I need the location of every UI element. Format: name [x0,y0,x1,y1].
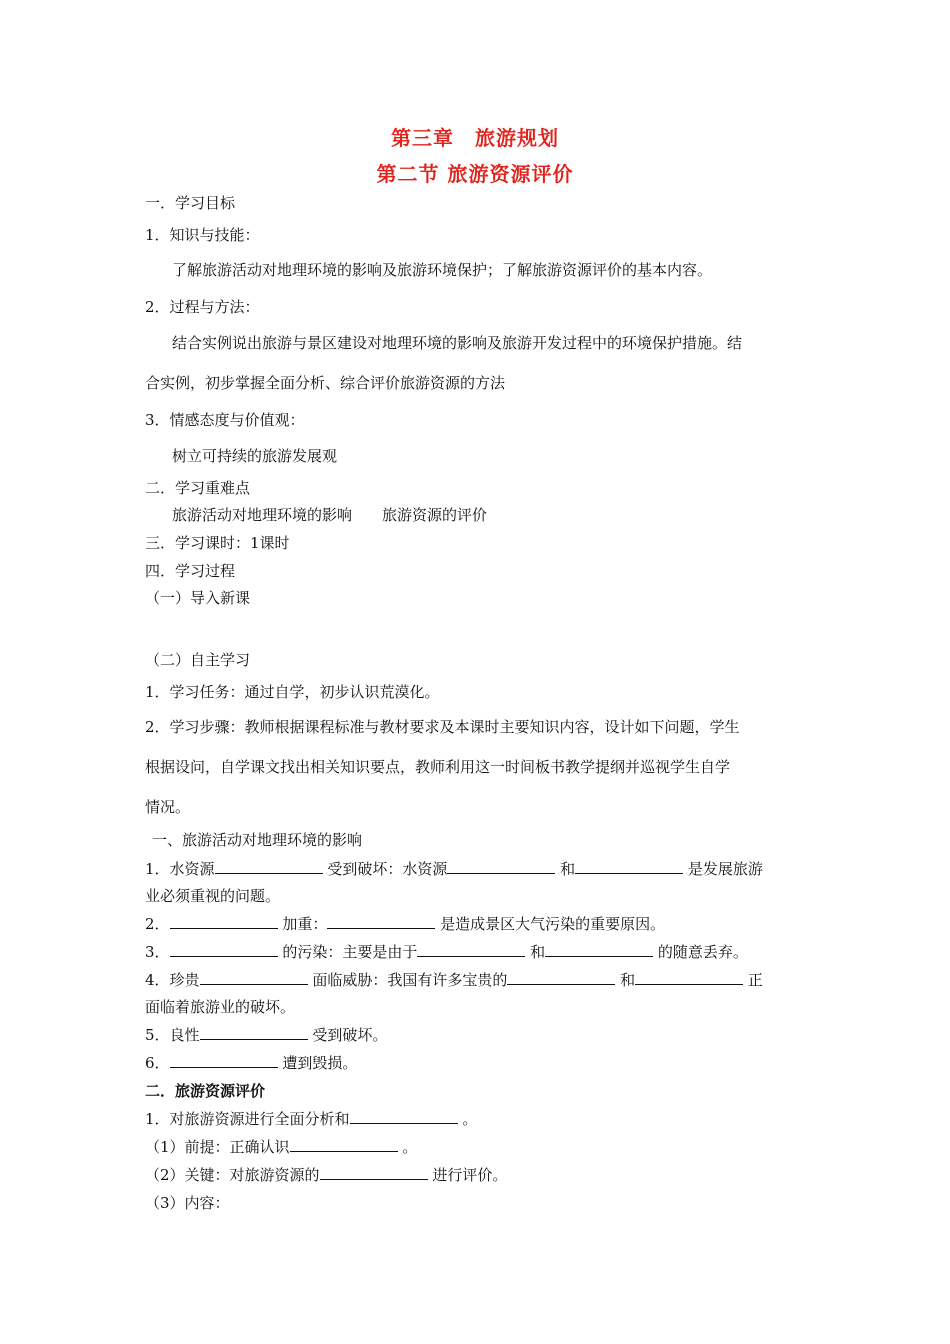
q1-text-d: 是发展旅游 [683,860,763,878]
question-6 [145,1053,357,1073]
q3-text-c: 和 [525,943,546,961]
fill-blank[interactable] [417,942,525,957]
fill-blank[interactable] [215,859,323,874]
q3-text-d: 的随意丢弃。 [653,943,748,961]
fill-blank[interactable] [170,942,278,957]
question-5 [145,1025,387,1045]
q2-text-b: 加重： [277,915,328,933]
key-points-heading: 二．学习重难点 [145,479,251,497]
fill-blank[interactable] [507,970,615,985]
objective-3-text: 树立可持续的旅游发展观 [172,447,338,465]
hours-line: 三．学习课时：1课时 [145,534,290,552]
q1-text-b: 受到破坏：水资源 [322,860,448,878]
q2-text-a: 2． [145,915,170,933]
key-points-text: 旅游活动对地理环境的影响 旅游资源的评价 [172,506,488,524]
process-sub1: （一）导入新课 [145,589,251,607]
objectives-heading: 一．学习目标 [145,194,236,212]
part2-heading: 二．旅游资源评价 [145,1082,266,1100]
p1-text-a: （1）前提：正确认识 [145,1138,290,1156]
q1-text-a: 1．水资源 [145,860,215,878]
question-1-cont: 业必须重视的问题。 [145,887,281,905]
process-heading: 四．学习过程 [145,562,236,580]
q2-text-c: 是造成景区大气污染的重要原因。 [435,915,666,933]
task-line: 1．学习任务：通过自学，初步认识荒漠化。 [145,683,440,701]
q5-text-b: 受到破坏。 [307,1026,388,1044]
p1-text-b: 。 [397,1138,418,1156]
q5-text-a: 5．良性 [145,1026,200,1044]
steps-line-c: 情况。 [145,798,191,816]
q4-text-a: 4．珍贵 [145,971,200,989]
fill-blank[interactable] [320,1165,428,1180]
fill-blank[interactable] [290,1137,398,1152]
question-2 [145,914,665,934]
part1-heading: 一、旅游活动对地理环境的影响 [152,831,363,849]
q1-text-c: 和 [555,860,576,878]
q6-text-b: 遭到毁损。 [277,1054,358,1072]
q4-text-b: 面临威胁：我国有许多宝贵的 [307,971,508,989]
steps-line-b: 根据设问，自学课文找出相关知识要点，教师利用这一时间板书教学提纲并巡视学生自学 [145,758,731,776]
question-4 [145,970,763,990]
q3-text-a: 3． [145,943,170,961]
process-sub2: （二）自主学习 [145,651,251,669]
q6-text-a: 6． [145,1054,170,1072]
fill-blank[interactable] [327,914,435,929]
q4-text-d: 正 [743,971,763,989]
fill-blank[interactable] [447,859,555,874]
fill-blank[interactable] [170,914,278,929]
fill-blank[interactable] [350,1109,458,1124]
p2q1-text-a: 1．对旅游资源进行全面分析和 [145,1110,350,1128]
objective-1-text: 了解旅游活动对地理环境的影响及旅游环境保护；了解旅游资源评价的基本内容。 [172,261,713,279]
chapter-title: 第三章 旅游规划 [391,126,559,150]
part2-point-3: （3）内容： [145,1194,230,1212]
objective-2-text-a: 结合实例说出旅游与景区建设对地理环境的影响及旅游开发过程中的环境保护措施。结 [172,334,743,352]
part2-question-1 [145,1109,477,1129]
part2-point-1 [145,1137,417,1157]
objective-3-label: 3．情感态度与价值观： [145,411,305,429]
objective-2-label: 2．过程与方法： [145,298,260,316]
p2-text-a: （2）关键：对旅游资源的 [145,1166,320,1184]
question-3 [145,942,748,962]
part2-point-2 [145,1165,507,1185]
question-4-cont: 面临着旅游业的破坏。 [145,998,296,1016]
p2q1-text-b: 。 [457,1110,478,1128]
fill-blank[interactable] [170,1053,278,1068]
objective-2-text-b: 合实例，初步掌握全面分析、综合评价旅游资源的方法 [145,374,506,392]
question-1 [145,859,763,879]
p2-text-b: 进行评价。 [427,1166,508,1184]
section-title: 第二节 旅游资源评价 [376,162,574,186]
steps-line-a: 2．学习步骤：教师根据课程标准与教材要求及本课时主要知识内容，设计如下问题，学生 [145,718,740,736]
fill-blank[interactable] [575,859,683,874]
fill-blank[interactable] [635,970,743,985]
q3-text-b: 的污染：主要是由于 [277,943,418,961]
fill-blank[interactable] [200,970,308,985]
q4-text-c: 和 [615,971,636,989]
fill-blank[interactable] [200,1025,308,1040]
fill-blank[interactable] [545,942,653,957]
objective-1-label: 1．知识与技能： [145,226,260,244]
